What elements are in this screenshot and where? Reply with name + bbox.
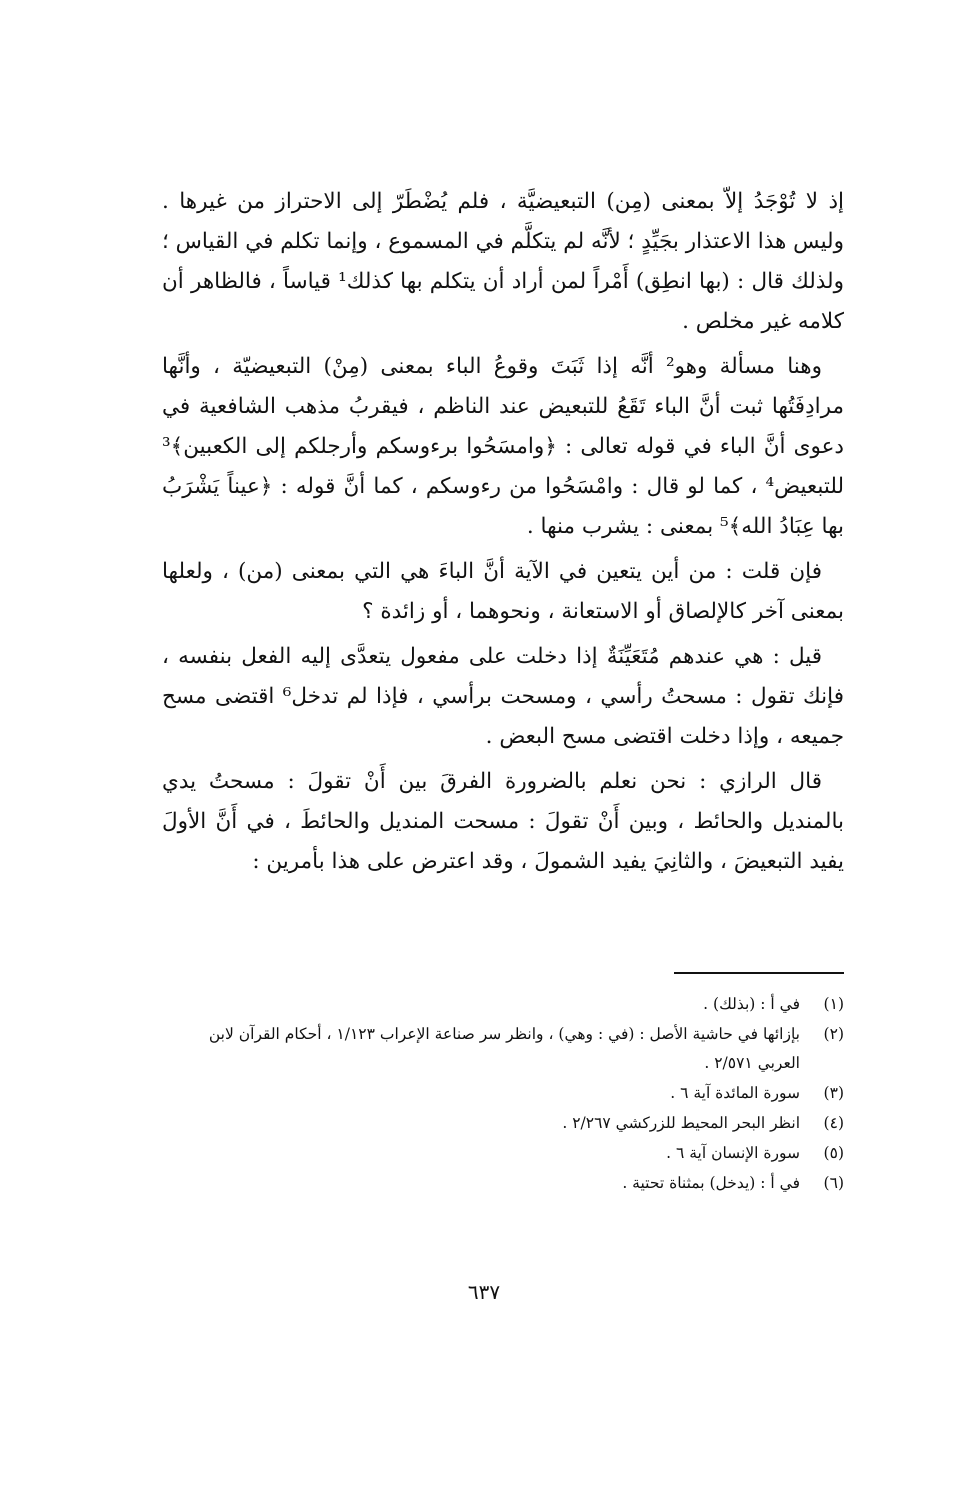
footnote-number: (١) bbox=[823, 995, 844, 1013]
footnote-5 bbox=[162, 1139, 844, 1168]
footnotes bbox=[162, 990, 844, 1199]
footnote-text: في أ : (يدخل) بمثناة تحتية . bbox=[622, 1174, 800, 1192]
footnote-2 bbox=[162, 1020, 844, 1078]
footnote-text: انظر البحر المحيط للزركشي ٢/٢٦٧ . bbox=[562, 1114, 800, 1132]
footnote-1 bbox=[162, 990, 844, 1019]
footnote-number: (٥) bbox=[823, 1144, 844, 1162]
footnote-text: في أ : (بذلك) . bbox=[703, 995, 800, 1013]
footnote-number: (٢) bbox=[823, 1025, 844, 1043]
footnote-number: (٤) bbox=[823, 1114, 844, 1132]
footnote-number: (٣) bbox=[823, 1084, 844, 1102]
footnote-3 bbox=[162, 1079, 844, 1108]
paragraph-5: قال الرازي : نحن نعلم بالضرورة الفرقَ بين أَنْ تقولَ : مسحتُ يدي بالمنديل والحائط ، وبين أَنْ تقولَ : مسحت المنديل والحائطَ ، في أَنَّ الأولَ يفيد التبعيضَ ، والثانِيَ يفيد الشمولَ ، وقد اعترض على هذا بأمرين : bbox=[162, 769, 844, 874]
paragraph-4: قيل : هي عندهم مُتَعَيِّنَةٌ إذا دخلت على مفعول يتعدَّى إليه الفعل بنفسه ، فإنك تقول : مسحتُ رأسي ، ومسحت برأسي ، فإذا لم تدخل⁶ اقتضى مسح جميعه ، وإذا دخلت اقتضى مسح البعض . bbox=[162, 644, 844, 749]
footnote-text: بإزائها في حاشية الأصل : (في : وهي) ، وانظر سر صناعة الإعراب ١/١٢٣ ، أحكام القرآن لابن العربي ٢/٥٧١ . bbox=[208, 1025, 800, 1072]
paragraph-2: وهنا مسألة وهو² أنَّه إذا ثَبَتَ وقوعُ الباء بمعنى (مِنْ) التبعيضيّة ، وأنَّها مرادِفَتُها ثبت أنَّ الباء تَقَعُ للتبعيض عند الناظم ، فيقربُ مذهب الشافعية في دعوى أنَّ الباء في قوله تعالى : ﴿وامسَحُوا برءوسكم وأرجلكم إلى الكعبين﴾³ للتبعيض⁴ ، كما لو قال : وامْسَحُوا من رءوسكم ، كما أنَّ قوله : ﴿عيناً يَشْرَبُ بها عِبَادُ الله﴾⁵ بمعنى : يشرب منها . bbox=[162, 354, 844, 539]
paragraph-3: فإن قلت : من أين يتعين في الآية أنَّ الباءَ هي التي بمعنى (من) ، ولعلها بمعنى آخر كالإلصاق أو الاستعانة ، ونحوهما ، أو زائدة ؟ bbox=[162, 559, 844, 624]
footnote-text: سورة المائدة آية ٦ . bbox=[670, 1084, 800, 1102]
footnote-separator bbox=[674, 972, 844, 974]
footnote-6 bbox=[162, 1169, 844, 1198]
page-number: ٦٣٧ bbox=[467, 1280, 501, 1304]
main-text bbox=[162, 182, 844, 887]
footnote-text: سورة الإنسان آية ٦ . bbox=[666, 1144, 800, 1162]
footnote-4 bbox=[162, 1109, 844, 1138]
paragraph-1: إذ لا تُوْجَدُ إلاّ بمعنى (مِن) التبعيضيَّة ، فلم يُضْطَرّ إلى الاحتراز من غيرها . وليس هذا الاعتذار بجَيِّدٍ ؛ لأنَّه لم يتكلَّم في المسموع ، وإنما تكلم في القياس ؛ ولذلك قال : (بها انطِق) أَمْراً لمن أراد أن يتكلم بها كذلك¹ قياساً ، فالظاهر أن كلامه غير مخلص . bbox=[162, 189, 844, 334]
footnote-number: (٦) bbox=[823, 1174, 844, 1192]
